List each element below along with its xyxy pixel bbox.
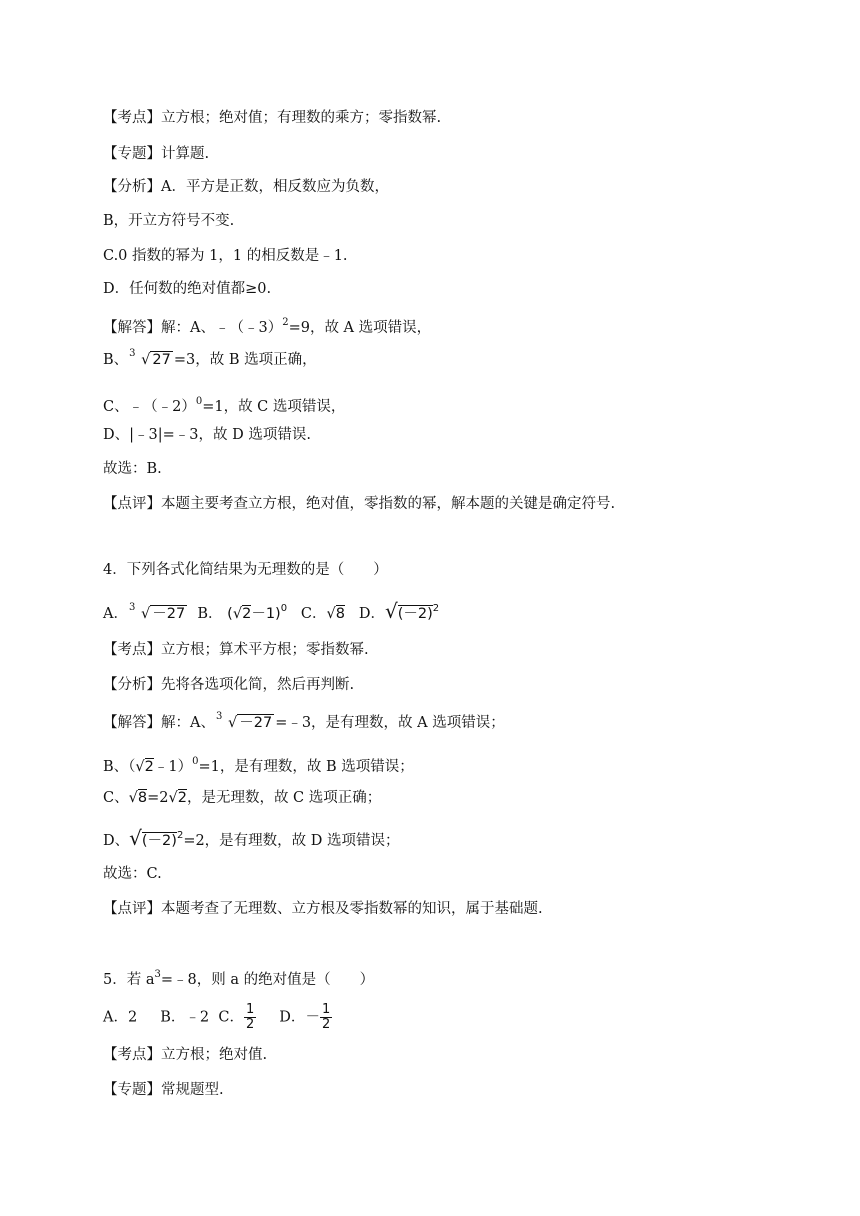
fenxi-line-d: D．任何数的绝对值都≥0. (103, 281, 272, 297)
jieda-a-exponent: 2 (282, 317, 289, 328)
q4-jieda-b-exponent: 0 (192, 756, 199, 767)
q4-stem: 4．下列各式化简结果为无理数的是（ ） (103, 562, 388, 578)
q5-stem-post: =﹣8，则 a 的绝对值是（ ） (160, 972, 375, 988)
dianping-line: 【点评】本题主要考查立方根，绝对值，零指数的幂，解本题的关键是确定符号. (103, 496, 616, 512)
radical-sign-icon: √ (232, 606, 243, 622)
radical-sign-icon: √ (168, 790, 178, 806)
q4-opt-b-exponent: 0 (280, 603, 288, 614)
q5-opt-d-sign: － (305, 1009, 320, 1026)
q4-opt-c-radicand: 8 (335, 606, 346, 622)
jieda-b-pre: B、 (103, 352, 129, 368)
cube-root-27 (129, 350, 173, 370)
q4-jieda-d-exponent: 2 (176, 830, 184, 841)
numerator: 1 (321, 1002, 331, 1017)
root-index: 3 (215, 711, 223, 722)
q4-opt-c-label: C． (300, 606, 327, 622)
q4-opt-b-label: B． (197, 606, 223, 622)
kaodian-line: 【考点】立方根；绝对值；有理数的乘方；零指数幂. (103, 110, 442, 126)
radical-sign-icon: √ (141, 352, 151, 368)
q4-kaodian: 【考点】立方根；算术平方根；零指数幂. (103, 642, 369, 658)
jieda-line-b (103, 350, 317, 370)
q5-opt-a: A．2 (103, 1009, 138, 1026)
jieda-c-exponent: 0 (195, 396, 203, 407)
q4-opt-d-exponent: 2 (432, 603, 440, 614)
q4-opt-d-label: D． (358, 606, 385, 622)
guxuan-line: 故选：B. (103, 461, 162, 477)
q4-jieda-c-radicand-1: 8 (137, 790, 148, 806)
q4-jieda-b-mid: ﹣1） (153, 759, 193, 775)
jieda-line-c (103, 392, 345, 417)
q4-opt-b-open: ( (227, 606, 233, 622)
q5-opt-d-fraction (320, 1003, 332, 1032)
q4-jieda-c-mid: =2 (147, 790, 169, 806)
root-index: 3 (129, 348, 136, 359)
q5-opt-c-label: C． (218, 1009, 244, 1026)
q4-jieda-b-radicand: 2 (144, 759, 154, 775)
q4-fenxi: 【分析】先将各选项化简，然后再判断. (103, 677, 355, 693)
q4-dianping: 【点评】本题考查了无理数、立方根及零指数幂的知识，属于基础题. (103, 901, 543, 917)
radicand: 27 (152, 352, 171, 368)
jieda-c-pre: C、﹣（﹣2） (103, 399, 196, 415)
q4-opt-a-cube-root (129, 604, 187, 624)
q4-options (103, 599, 439, 624)
q5-stem-exponent: 3 (154, 969, 161, 980)
fenxi-line-b: B，开立方符号不变. (103, 213, 235, 229)
q5-opt-c-fraction (244, 1003, 256, 1032)
q4-opt-b-close: －1) (251, 606, 281, 622)
jieda-b-post: =3，故 B 选项正确， (173, 352, 317, 368)
jieda-a-pre: 【解答】解：A、﹣（﹣3） (103, 320, 283, 336)
zhuanti-line: 【专题】计算题. (103, 146, 210, 162)
root-index: 3 (128, 602, 136, 613)
q5-opt-d-label: D． (279, 1009, 306, 1026)
q4-jieda-d (103, 826, 400, 851)
q4-jieda-a-post: =﹣3，是有理数，故 A 选项错误； (275, 715, 505, 731)
radicand: －27 (239, 715, 273, 731)
q4-jieda-c (103, 788, 381, 808)
q4-jieda-b-post: =1，是有理数，故 B 选项错误； (198, 759, 414, 775)
q4-guxuan: 故选：C. (103, 866, 162, 882)
q5-stem-pre: 5．若 a (103, 972, 155, 988)
radical-sign-icon: √ (135, 759, 145, 775)
radical-sign-icon: √ (384, 599, 398, 623)
jieda-line-a (103, 313, 431, 338)
denominator: 2 (321, 1017, 331, 1032)
q5-kaodian: 【考点】立方根；绝对值. (103, 1047, 268, 1063)
q5-options (103, 1003, 332, 1032)
q4-jieda-c-post: ，是无理数，故 C 选项正确； (186, 790, 382, 806)
numerator: 1 (245, 1002, 255, 1017)
q4-jieda-b (103, 752, 414, 777)
radical-sign-icon: √ (326, 606, 336, 622)
q4-jieda-c-radicand-2: 2 (177, 790, 187, 806)
fenxi-line-a: 【分析】A．平方是正数，相反数应为负数， (103, 179, 389, 195)
q4-jieda-c-pre: C、 (103, 790, 129, 806)
radicand: －27 (152, 606, 186, 622)
q4-jieda-d-post: =2，是有理数，故 D 选项错误； (183, 833, 400, 849)
q4-opt-a-label: A． (103, 606, 128, 622)
radical-sign-icon: √ (129, 826, 142, 850)
jieda-a-post: =9，故 A 选项错误， (288, 320, 432, 336)
q4-opt-d-radicand: (－2) (397, 606, 433, 622)
q4-jieda-d-pre: D、 (103, 833, 130, 849)
q4-jieda-a-pre: 【解答】解：A、 (103, 715, 215, 731)
q5-opt-b: B．﹣2 (160, 1009, 210, 1026)
jieda-line-d: D、|﹣3|=﹣3，故 D 选项错误. (103, 427, 311, 443)
q4-jieda-b-pre: B、（ (103, 759, 136, 775)
q4-opt-b-radicand: 2 (242, 606, 252, 622)
radical-sign-icon: √ (128, 790, 138, 806)
radical-sign-icon: √ (140, 606, 151, 622)
radical-sign-icon: √ (227, 715, 238, 731)
q4-jieda-a-cube-root (216, 713, 274, 733)
fenxi-line-c: C.0 指数的幂为 1，1 的相反数是﹣1. (103, 248, 348, 264)
q5-stem (103, 965, 374, 990)
q5-zhuanti: 【专题】常规题型. (103, 1082, 224, 1098)
q4-jieda-a (103, 713, 505, 733)
denominator: 2 (245, 1017, 255, 1032)
jieda-c-post: =1，故 C 选项错误， (202, 399, 346, 415)
q4-jieda-d-radicand: (－2) (141, 833, 177, 849)
